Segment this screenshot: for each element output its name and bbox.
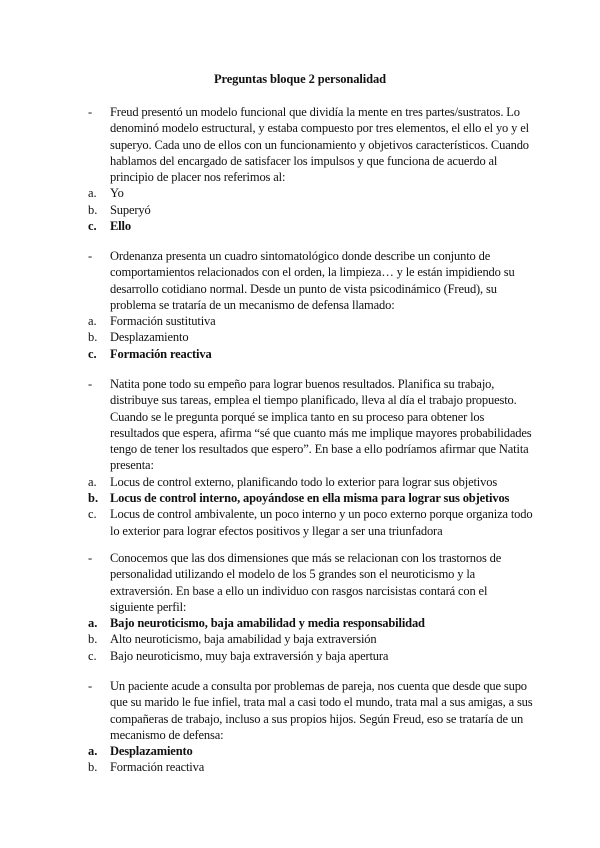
question-bullet: -: [88, 377, 93, 391]
question-4: [88, 550, 533, 664]
option-text: Locus de control ambivalente, un poco interno y un poco externo porque organiza todo lo exterior para lograr efectos positivos y llegar a ser una triunfadora: [110, 507, 533, 538]
option-a-correct: [88, 615, 533, 631]
option-text: Formación reactiva: [110, 346, 212, 361]
option-text: Locus de control externo, planificando todo lo exterior para lograr sus objetivos: [110, 474, 498, 489]
question-text: Un paciente acude a consulta por problemas de pareja, nos cuenta que desde que supo que su marido le fue infiel, trata mal a casi todo el mundo, trata mal a sus amigas, a sus compañeras de trabajo, incluso a sus propios hijos. Según Freud, eso se trataría de un mecanismo de defensa:: [110, 679, 533, 742]
option-text: Bajo neuroticismo, baja amabilidad y media responsabilidad: [110, 616, 425, 631]
option-b: [88, 329, 533, 345]
option-text: Bajo neuroticismo, muy baja extraversión y baja apertura: [110, 648, 389, 663]
question-text: Natita pone todo su empeño para lograr buenos resultados. Planifica su trabajo, distribuye sus tareas, emplea el tiempo planificado, lleva al día el trabajo propuesto. Cuando se le pregunta porqué se implica tanto en su proceso para obtener los resultados que espera, afirma “sé que cuanto más me implique mayores probabilidades tengo de tener los resultados que espero”. En base a ello podríamos afirmar que Natita presenta:: [110, 377, 532, 473]
option-text: Formación sustitutiva: [110, 314, 216, 329]
option-a: [88, 474, 533, 490]
option-b: [88, 631, 533, 647]
option-c-correct: [88, 346, 533, 362]
option-letter: b.: [88, 330, 98, 345]
option-b: [88, 759, 533, 775]
question-text: Ordenanza presenta un cuadro sintomatológico donde describe un conjunto de comportamientos relacionados con el orden, la limpieza… y le están impidiendo su desarrollo cotidiano normal. Desde un punto de vista psicodinámico (Freud), su problema se trataría de un mecanismo de defensa llamado:: [110, 249, 515, 312]
option-c: [88, 648, 533, 664]
question-bullet: -: [88, 679, 93, 693]
option-b-correct: [88, 490, 533, 506]
option-text: Yo: [110, 186, 124, 201]
option-text: Ello: [110, 219, 131, 234]
option-text: Desplazamiento: [110, 744, 193, 759]
question-1: [88, 104, 533, 234]
option-c: [88, 506, 533, 539]
document-title: Preguntas bloque 2 personalidad: [213, 72, 387, 86]
option-letter: b.: [88, 760, 98, 775]
option-a-correct: [88, 743, 533, 759]
option-text: Formación reactiva: [110, 760, 205, 775]
option-letter: c.: [88, 346, 97, 361]
question-bullet: -: [88, 551, 93, 565]
question-text: Freud presentó un modelo funcional que dividía la mente en tres partes/sustratos. Lo denominó modelo estructural, y estaba compuesto por tres elementos, el ello el yo y el superyo. Cada uno de ellos con un funcionamiento y objetivos característicos. Cuando hablamos del encargado de satisfacer los impulsos y que funciona de acuerdo al principio de placer nos referimos al:: [110, 105, 529, 185]
option-text: Superyó: [110, 202, 151, 217]
question-3: [88, 376, 533, 539]
option-letter: a.: [88, 314, 97, 329]
option-text: Alto neuroticismo, baja amabilidad y baja extraversión: [110, 632, 377, 647]
question-5: [88, 678, 533, 776]
option-letter: b.: [88, 491, 99, 506]
option-letter: c.: [88, 648, 97, 663]
question-2: [88, 248, 533, 362]
question-bullet: -: [88, 249, 93, 263]
option-letter: b.: [88, 632, 98, 647]
option-text: Locus de control interno, apoyándose en ella misma para lograr sus objetivos: [110, 491, 510, 506]
option-letter: a.: [88, 186, 97, 201]
option-letter: a.: [88, 474, 97, 489]
option-a: [88, 313, 533, 329]
question-bullet: -: [88, 105, 93, 119]
option-letter: a.: [88, 744, 98, 759]
option-letter: c.: [88, 507, 97, 522]
question-text: Conocemos que las dos dimensiones que más se relacionan con los trastornos de personalidad utilizando el modelo de los 5 grandes son el neuroticismo y la extraversión. En base a ello un individuo con rasgos narcisistas contará con el siguiente perfil:: [110, 551, 502, 614]
option-letter: c.: [88, 219, 97, 234]
option-letter: b.: [88, 202, 98, 217]
option-a: [88, 185, 533, 201]
option-text: Desplazamiento: [110, 330, 189, 345]
option-b: [88, 202, 533, 218]
option-c-correct: [88, 218, 533, 234]
option-letter: a.: [88, 616, 98, 631]
